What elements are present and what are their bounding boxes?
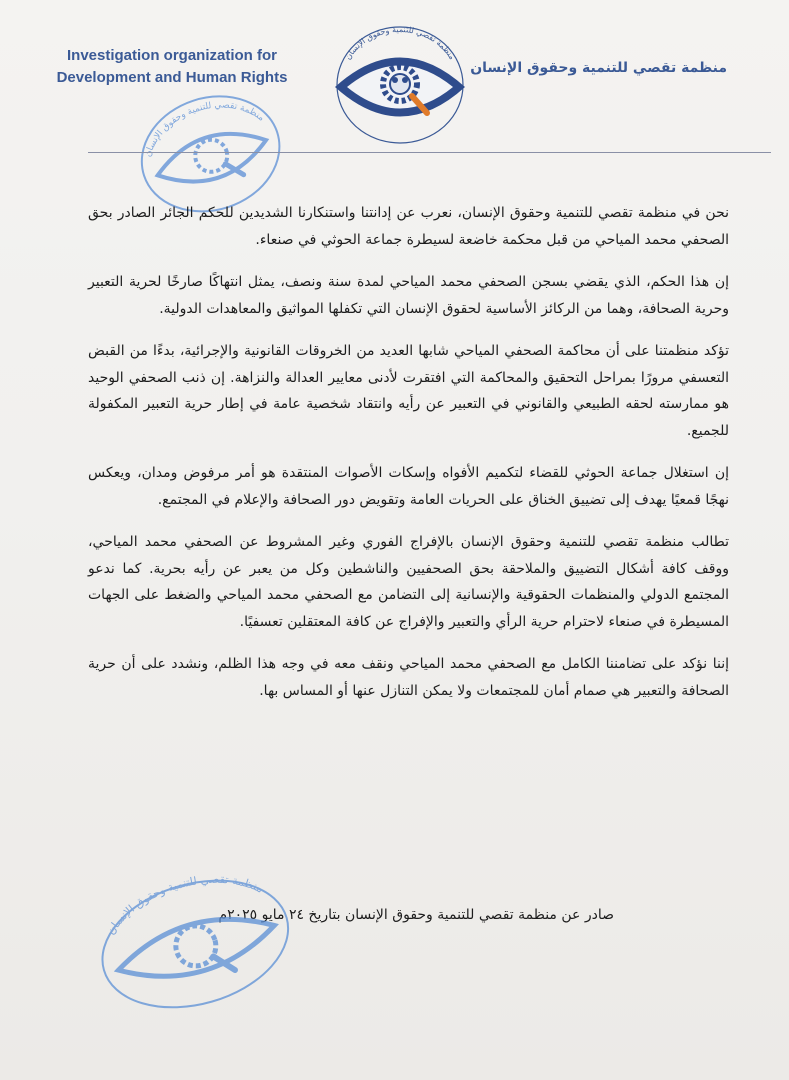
paragraph: تؤكد منظمتنا على أن محاكمة الصحفي المياحي شابها العديد من الخروقات القانونية والإجرائية، بدءًا من القبض التعسفي مرورًا بمراحل التحقيق والمحاكمة التي افتقرت لأدنى معايير العدالة والنزاهة. إن ذنب الصحفي الوحيد هو ممارسته لحقه الطبيعي والقانوني في التعبير عن رأيه وانتقاد شخصية عامة في إطار حرية التعبير المكفولة للجميع. (88, 343, 729, 439)
stamp-ring-text: منظمة تقصي للتنمية وحقوق الإنسان (143, 100, 266, 159)
paragraph: إن استغلال جماعة الحوثي للقضاء لتكميم الأفواه وإسكات الأصوات المنتقدة هو أمر مرفوض ومدان، ويعكس نهجًا قمعيًا يهدف إلى تضييق الخناق على الحريات العامة وتقويض دور الصحافة والإعلام في المجتمع. (88, 465, 729, 508)
org-name-arabic: منظمة تقصي للتنمية وحقوق الإنسان (470, 60, 727, 76)
paragraph: نحن في منظمة تقصي للتنمية وحقوق الإنسان، نعرب عن إدانتنا واستنكارنا الشديدين للحكم الجائر الصادر بحق الصحفي محمد المياحي من قبل محكمة خاضعة لسيطرة جماعة الحوثي في صنعاء. (88, 205, 729, 248)
header-divider (88, 152, 771, 153)
stamp-ring-text: منظمة تقصي للتنمية وحقوق الإنسان (104, 872, 266, 937)
issued-date-line: صادر عن منظمة تقصي للتنمية وحقوق الإنسان بتاريخ ٢٤ مايو ٢٠٢٥م (218, 907, 614, 923)
paragraph: إننا نؤكد على تضامننا الكامل مع الصحفي محمد المياحي ونقف معه في وجه هذا الظلم، ونشدد على أن حرية الصحافة والتعبير هي صمام أمان للمجتمعات ولا يمكن التنازل عنها أو المساس بها. (88, 656, 729, 699)
org-name-english-line2: Development and Human Rights (56, 69, 288, 86)
eye-gear-magnifier-logo-icon (325, 20, 475, 145)
organization-stamp-icon (76, 852, 314, 1035)
svg-text:منظمة تقصي للتنمية وحقوق الإنس (343, 25, 456, 61)
paragraph: تطالب منظمة تقصي للتنمية وحقوق الإنسان بالإفراج الفوري وغير المشروط عن الصحفي محمد المياحي، ووقف كافة أشكال التضييق والملاحقة بحق الصحفيين والناشطين وكل من يعبر عن رأيه بحرية. كما ندعو المجتمع الدولي والمنظمات الحقوقية والإنسانية إلى التضامن مع الصحفي محمد المياحي والضغط على الجهات المسيطرة في صنعاء لاحترام حرية الرأي والتعبير والإفراج عن كافة المعتقلين تعسفيًا. (88, 534, 729, 630)
logo-ring-text: منظمة تقصي للتنمية وحقوق الإنسان (343, 24, 457, 62)
paragraph: إن هذا الحكم، الذي يقضي بسجن الصحفي محمد المياحي لمدة سنة ونصف، يمثل انتهاكًا صارخًا لحرية التعبير وحرية الصحافة، وهما من الركائز الأساسية لحقوق الإنسان التي تكفلها المواثيق والمعاهدات الدولية. (88, 274, 729, 317)
statement-body (88, 200, 729, 720)
org-name-english-line1: Investigation organization for (66, 47, 277, 64)
svg-text:منظمة تقصي للتنمية وحقوق الإنس (133, 85, 267, 161)
